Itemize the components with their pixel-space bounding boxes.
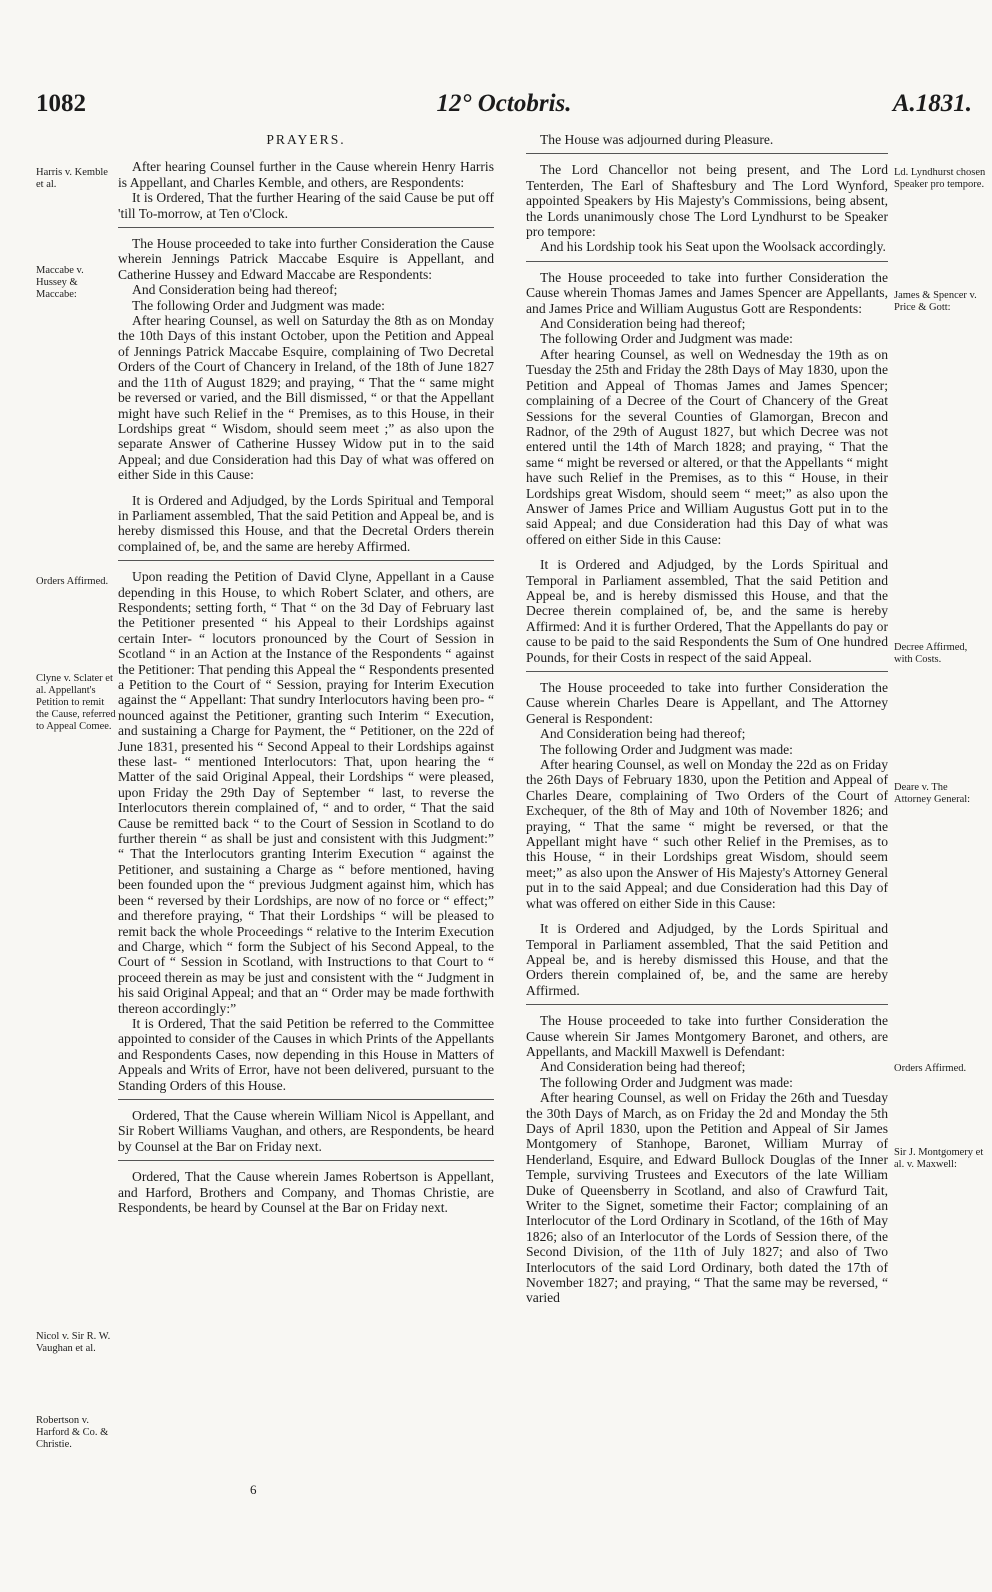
divider [118,1099,494,1100]
paragraph: It is Ordered, That the further Hearing of the said Cause be put off 'till To-morrow, at Ten o'Clock. [118,190,494,221]
paragraph: The Lord Chancellor not being present, and The Lord Tenterden, The Earl of Shaftesbury and The Lord Wynford, appointed Speakers by His Majesty's Commissions, being absent, the Lords unanimously chose The Lord Lyndhurst to be Speaker pro tempore: [526,162,888,240]
margin-note: Ld. Lyndhurst chosen Speaker pro tempore. [894,167,986,190]
right-column [526,132,888,1306]
margin-note: Harris v. Kemble et al. [36,167,108,190]
margin-note: Nicol v. Sir R. W. Vaughan et al. [36,1331,111,1354]
paragraph: The House proceeded to take into further Consideration the Cause wherein Jennings Patrick Maccabe Esquire is Appellant, and Catherine Hussey and Edward Maccabe are Respondents: [118,236,494,282]
paragraph: And his Lordship took his Seat upon the Woolsack accordingly. [540,239,886,255]
margin-note: Orders Affirmed. [894,1063,967,1074]
left-column [118,132,494,1215]
page-year: A.1831. [892,90,972,117]
paragraph: The following Order and Judgment was made: [540,331,793,347]
margin-note: Clyne v. Sclater et al. Appellant's Petition to remit the Cause, referred to Appeal Comee. [36,673,116,732]
divider [526,671,888,672]
paragraph: The following Order and Judgment was made: [132,297,385,313]
signature-mark: 6 [250,1482,257,1497]
divider [118,227,494,228]
divider [526,153,888,154]
margin-note: Maccabe v. Hussey & Maccabe: [36,265,84,300]
paragraph: And Consideration being had thereof; [540,726,746,742]
page-header [36,90,972,124]
margin-note: Decree Affirmed, with Costs. [894,642,968,665]
paragraph: The following Order and Judgment was made: [540,741,793,757]
margin-note: Orders Affirmed. [36,576,109,587]
divider [118,560,494,561]
divider [526,261,888,262]
divider [526,1004,888,1005]
paragraph: The House proceeded to take into further Consideration the Cause wherein Charles Deare is Appellant, and The Attorney General is Respondent: [526,680,888,726]
paragraph: The House proceeded to take into further Consideration the Cause wherein Sir James Montgomery Baronet, and others, are Appellants, and Mackill Maxwell is Defendant: [526,1013,888,1059]
paragraph: After hearing Counsel, as well on Saturday the 8th as on Monday the 10th Days of this instant October, upon the Petition and Appeal of Jennings Patrick Maccabe Esquire, complaining of Two Decretal Orders of the Court of Chancery in Ireland, of the 18th of June 1827 and the 11th of August 1829; and praying, “ That the “ same might be reversed or varied, and the Bill dismissed, “ or that the Appellant might have such Relief in the “ Premises, as to this House, in their Lordships great “ Wisdom, should seem meet ;” as also upon the separate Answer of Catherine Hussey Widow put in to the said Appeal; and due Consideration had this Day of what was offered on either Side in this Cause: [118,313,494,483]
paragraph: And Consideration being had thereof; [540,1059,746,1075]
paragraph: After hearing Counsel, as well on Friday the 26th and Tuesday the 30th Days of March, as on Friday the 2d and Monday the 5th Days of April 1830, upon the Petition and Appeal of Sir James Montgomery of Stanhope, Baronet, William Murray of Henderland, Esquire, and Edward Bullock Douglas of the Inner Temple, surviving Trustees and Executors of the late William Duke of Queensberry in Scotland, and also of Crawfurd Tait, Writer to the Signet, sometime their Factor; complaining of an Interlocutor of the Lord Ordinary in Scotland, of the 16th of May 1826; also of an Interlocutor of the Lords of Session there, of the Second Division, of the 11th of July 1827; and also of Two Interlocutors of the said Lord Ordinary, both dated the 17th of November 1827; and praying, “ That the same may be reversed, “ varied [526,1090,888,1306]
paragraph: Upon reading the Petition of David Clyne, Appellant in a Cause depending in this House, to which Robert Sclater, and others, are Respondents; setting forth, “ That “ on the 3d Day of February last the Petitioner presented “ his Appeal to their Lordships against certain Inter- “ locutors pronounced by the Court of Session in Scotland “ in an Action at the Instance of the Respondents “ against the Petitioner: That pending this Appeal the “ Respondents presented a Petition to the Court of “ Session, praying for Interim Execution against the “ Appellant: That sundry Interlocutors having been pro- “ nounced against the Petitioner, granting such Interim “ Execution, and sustaining a Charge for Payment, the “ Petitioner, on the 22d of June 1831, presented his “ Second Appeal to their Lordships against these last- “ mentioned Interlocutors: That, upon hearing the “ Matter of the said Original Appeal, their Lordships “ were pleased, upon Friday the 29th Day of September “ last, to reverse the Interlocutors therein complained of, “ and to order, “ That the said Cause be remitted back “ to the Court of Session in Scotland to do further therein “ as shall be just and consistent with this Judgment:” “ That the Interlocutors granting Interim Execution “ against the Petitioner, and sustaining a Charge as “ before mentioned, having been founded upon the “ previous Judgment against him, which has been “ reversed by their Lordships, are now of no force or “ effect;” and therefore praying, “ That their Lordships “ will be pleased to remit back the whole Proceedings “ relative to the Interim Execution and Charge, which “ form the Subject of his Second Appeal, to the Court of “ Session in Scotland, with Instructions to that Court to “ proceed therein as may be just and consistent with the “ Judgment in his said Original Appeal; and that an “ Order may be made forthwith thereon accordingly:” [118,569,494,1016]
paragraph: After hearing Counsel further in the Cause wherein Henry Harris is Appellant, and Charles Kemble, and others, are Respondents: [118,159,494,190]
section-heading: PRAYERS. [266,132,346,147]
paragraph: Ordered, That the Cause wherein James Robertson is Appellant, and Harford, Brothers and Company, and Thomas Christie, are Respondents, be heard by Counsel at the Bar on Friday next. [118,1169,494,1215]
paragraph: It is Ordered and Adjudged, by the Lords Spiritual and Temporal in Parliament assembled, That the said Petition and Appeal be, and is hereby dismissed this House, and that the Decretal Orders therein complained of, be, and the same are hereby Affirmed. [118,492,494,554]
divider [118,1160,494,1161]
paragraph: Ordered, That the Cause wherein William Nicol is Appellant, and Sir Robert Williams Vaughan, and others, are Respondents, be heard by Counsel at the Bar on Friday next. [118,1107,494,1154]
paragraph: It is Ordered and Adjudged, by the Lords Spiritual and Temporal in Parliament assembled, That the said Petition and Appeal be, and is hereby dismissed this House, and that the Orders therein complained of, be, and the same are hereby Affirmed. [526,921,888,998]
paragraph: The following Order and Judgment was made: [540,1074,793,1090]
paragraph: After hearing Counsel, as well on Monday the 22d as on Friday the 26th Days of February 1830, upon the Petition and Appeal of Charles Deare, complaining of Two Orders of the Court of Exchequer, of the 8th of May and 10th of November 1826; and praying, “ That the same “ might be reversed, or that the Appellant might have “ such other Relief in the Premises, as to this House, “ in their Lordships great Wisdom, should seem meet;” as also upon the Answer of His Majesty's Attorney General put in to the said Appeal; and due Consideration had this Day of what was offered on either Side in this Cause: [526,757,888,911]
page-date: 12° Octobris. [436,90,572,117]
paragraph: It is Ordered and Adjudged, by the Lords Spiritual and Temporal in Parliament assembled, That the said Petition and Appeal be, and is hereby dismissed this House, and that the Decree therein complained of, be, and the same is hereby Affirmed: And it is further Ordered, That the Appellants do pay or cause to be paid to the said Respondents the Sum of One hundred Pounds, for their Costs in respect of the said Appeal. [526,557,888,665]
paragraph: It is Ordered, That the said Petition be referred to the Committee appointed to consider of the Causes in which Prints of the Appellants and Respondents Cases, now depending in this House in Matters of Appeals and Writs of Error, have not been delivered, pursuant to the Standing Orders of this House. [118,1015,494,1093]
paragraph: The House was adjourned during Pleasure. [540,132,774,147]
paragraph: After hearing Counsel, as well on Wednesday the 19th as on Tuesday the 25th and Friday the 28th Days of May 1830, upon the Petition and Appeal of Thomas James and James Spencer; complaining of a Decree of the Court of Chancery of the Great Sessions for the several Counties of Glamorgan, Brecon and Radnor, of the 29th of August 1827, but which Decree was not entered until the 14th of March 1828; and praying, “ That the same “ might be reversed or altered, or that the Appellants “ might have such Relief in the Premises, as to this “ House, in their Lordships great Wisdom, should seem “ meet;” as also upon the Answer of James Price and William Augustus Gott put in to the said Appeal; and due Consideration had this Day of what was offered on either Side in this Cause: [526,346,888,547]
paragraph: The House proceeded to take into further Consideration the Cause wherein Thomas James and James Spencer are Appellants, and James Price and William Augustus Gott are Respondents: [526,269,888,316]
paragraph: And Consideration being had thereof; [540,316,746,332]
page-number: 1082 [36,90,86,117]
margin-note: Robertson v. Harford & Co. & Christie. [36,1415,109,1450]
margin-note: Sir J. Montgomery et al. v. Maxwell: [894,1147,984,1170]
margin-note: Deare v. The Attorney General: [894,782,971,805]
margin-note: James & Spencer v. Price & Gott: [894,290,977,313]
paragraph: And Consideration being had thereof; [132,282,338,298]
